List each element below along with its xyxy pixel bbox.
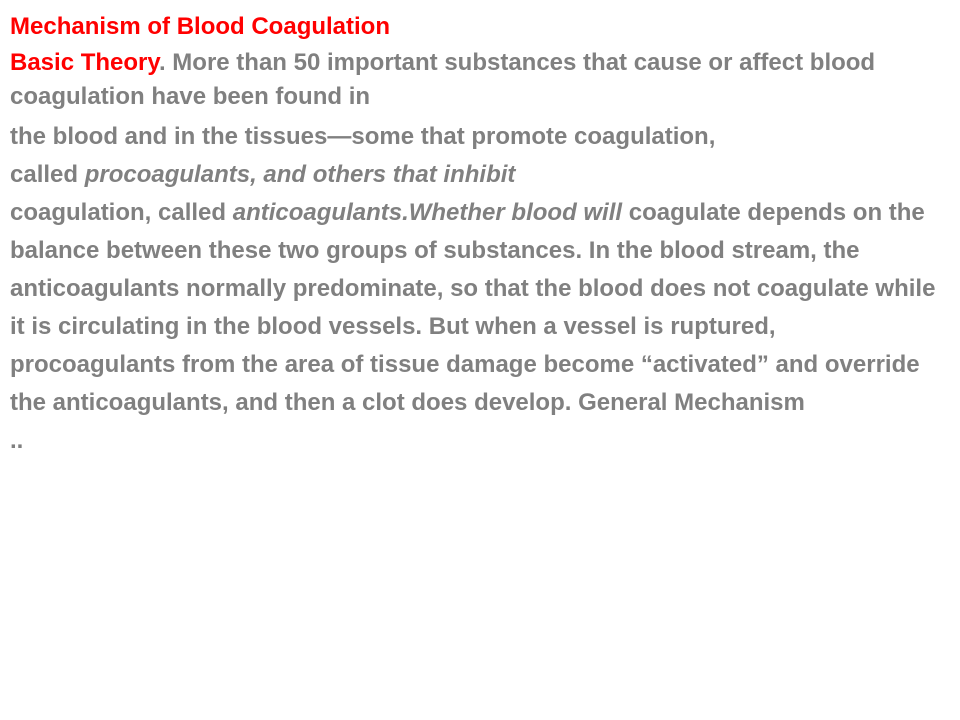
basic-theory-text: More than 50 important substances that cause or affect blood coagulation have been found in — [10, 49, 876, 110]
paragraph-procoagulants — [10, 156, 945, 194]
procoagulants-italic: procoagulants, and others that inhibit — [84, 161, 516, 188]
basic-theory-period: . — [158, 49, 166, 76]
anticoagulants-italic: anticoagulants.Whether blood will — [232, 199, 623, 226]
anticoagulants-text: coagulate depends on the balance between these two groups of substances. In the blood stream, the anticoagulants normally predominate, so that the blood does not coagulate while it is circulating in the blood vessels. But when a vessel is ruptured, procoagulants from the area of tissue damage become “activated” and override the anticoagulants, and then a clot does develop. General Mechanism — [10, 199, 936, 416]
slide-title: Mechanism of Blood Coagulation — [10, 13, 391, 40]
trailing-dots: .. — [10, 427, 24, 454]
paragraph-tissues: the blood and in the tissues—some that promote coagulation, — [10, 123, 716, 150]
basic-theory-heading: Basic Theory — [10, 49, 159, 76]
paragraph-anticoagulants — [10, 194, 945, 422]
procoagulants-prefix: called — [10, 161, 85, 188]
slide-content — [10, 8, 945, 460]
paragraph-basic-theory — [10, 46, 945, 114]
anticoagulants-prefix: coagulation, called — [10, 199, 233, 226]
